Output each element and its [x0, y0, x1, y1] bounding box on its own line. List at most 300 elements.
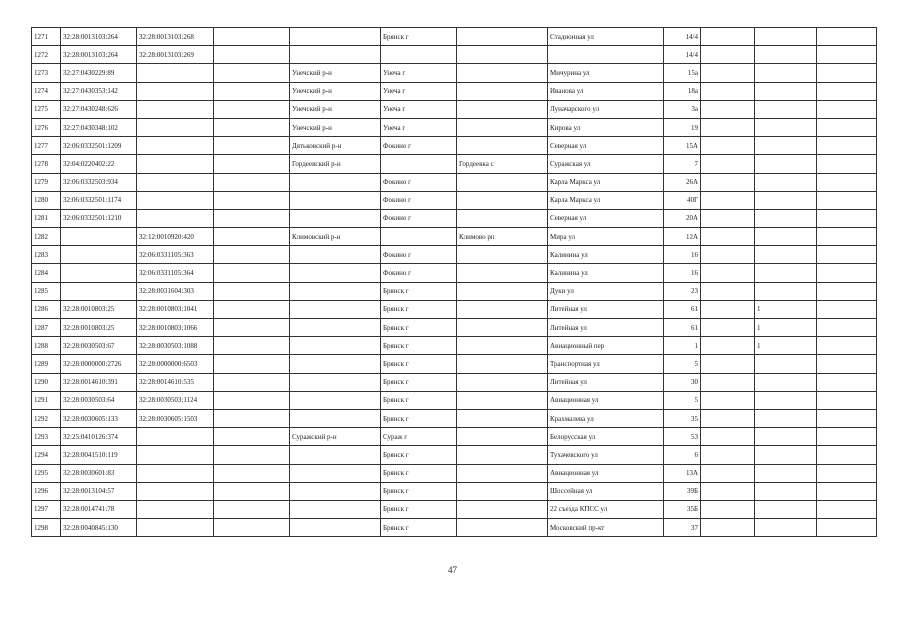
cell-district: Климовский р-н	[290, 228, 381, 246]
cell-blank1	[214, 137, 290, 155]
cell-col11	[755, 100, 817, 118]
table-row	[32, 264, 877, 282]
cell-settlement	[457, 46, 548, 64]
cell-street: Мичурина ул	[548, 64, 664, 82]
cell-col12	[817, 519, 877, 537]
cell-col12	[817, 446, 877, 464]
cell-house: 5	[664, 391, 701, 409]
cell-cad1: 32:28:0010803:25	[61, 300, 137, 318]
cell-n: 1282	[32, 228, 61, 246]
cell-col10	[701, 464, 755, 482]
cell-settlement	[457, 137, 548, 155]
cell-col11	[755, 391, 817, 409]
cell-cad1	[61, 228, 137, 246]
cell-blank1	[214, 464, 290, 482]
cell-cad2: 32:06:0331105:364	[137, 264, 214, 282]
cell-col11: 1	[755, 337, 817, 355]
cell-house: 37	[664, 519, 701, 537]
table-row	[32, 409, 877, 427]
cell-col11	[755, 409, 817, 427]
cell-col11	[755, 282, 817, 300]
cell-cad1: 32:06:0332501:1210	[61, 209, 137, 227]
cell-settlement	[457, 82, 548, 100]
table-row	[32, 28, 877, 46]
cell-blank1	[214, 82, 290, 100]
cell-cad2: 32:28:0030503:1124	[137, 391, 214, 409]
cell-settlement: Климово рп	[457, 228, 548, 246]
cell-col12	[817, 391, 877, 409]
table-row	[32, 246, 877, 264]
table-row	[32, 500, 877, 518]
cell-col12	[817, 209, 877, 227]
cell-city: Брянск г	[381, 28, 457, 46]
cell-house: 1	[664, 337, 701, 355]
cell-settlement: Гордеевка с	[457, 155, 548, 173]
cell-cad1: 32:25:0410126:374	[61, 428, 137, 446]
cell-house: 6	[664, 446, 701, 464]
cell-col10	[701, 209, 755, 227]
cell-col11	[755, 482, 817, 500]
cell-col12	[817, 173, 877, 191]
cell-house: 14/4	[664, 28, 701, 46]
cell-street: 22 съезда КПСС ул	[548, 500, 664, 518]
cell-street: Тухачевского ул	[548, 446, 664, 464]
cell-settlement	[457, 373, 548, 391]
cell-cad2: 32:28:0013103:268	[137, 28, 214, 46]
cell-street: Луначарского ул	[548, 100, 664, 118]
cell-col10	[701, 228, 755, 246]
cell-col11	[755, 137, 817, 155]
cell-district	[290, 355, 381, 373]
cell-cad2	[137, 482, 214, 500]
registry-table-body	[32, 28, 877, 537]
cell-settlement	[457, 446, 548, 464]
cell-street: Северная ул	[548, 209, 664, 227]
cell-col10	[701, 519, 755, 537]
cell-cad2	[137, 100, 214, 118]
cell-blank1	[214, 228, 290, 246]
cell-col11	[755, 464, 817, 482]
cell-col12	[817, 100, 877, 118]
cell-house: 40Г	[664, 191, 701, 209]
cell-house: 35	[664, 409, 701, 427]
table-row	[32, 191, 877, 209]
cell-street: Московский пр-кт	[548, 519, 664, 537]
cell-house: 23	[664, 282, 701, 300]
cell-col12	[817, 246, 877, 264]
cell-col10	[701, 373, 755, 391]
cell-house: 61	[664, 300, 701, 318]
cell-cad1: 32:27:0430353:142	[61, 82, 137, 100]
cell-col11	[755, 118, 817, 136]
cell-blank1	[214, 519, 290, 537]
cell-cad1: 32:06:0332501:1209	[61, 137, 137, 155]
cell-house: 7	[664, 155, 701, 173]
cell-blank1	[214, 409, 290, 427]
cell-col10	[701, 155, 755, 173]
cell-street: Литейная ул	[548, 319, 664, 337]
cell-col10	[701, 319, 755, 337]
cell-col11	[755, 428, 817, 446]
cell-house: 35Б	[664, 500, 701, 518]
cell-district: Унечский р-н	[290, 82, 381, 100]
table-row	[32, 300, 877, 318]
cell-street: Шоссейная ул	[548, 482, 664, 500]
cell-col12	[817, 464, 877, 482]
cell-city: Унеча г	[381, 100, 457, 118]
cell-street: Иванова ул	[548, 82, 664, 100]
cell-n: 1281	[32, 209, 61, 227]
cell-cad1: 32:28:0030503:64	[61, 391, 137, 409]
cell-cad2: 32:28:0000000:6503	[137, 355, 214, 373]
cell-col10	[701, 173, 755, 191]
cell-col10	[701, 46, 755, 64]
cell-city: Унеча г	[381, 64, 457, 82]
cell-cad2: 32:28:0031604:303	[137, 282, 214, 300]
cell-n: 1277	[32, 137, 61, 155]
cell-blank1	[214, 28, 290, 46]
cell-n: 1292	[32, 409, 61, 427]
cell-district: Унечский р-н	[290, 118, 381, 136]
table-row	[32, 118, 877, 136]
cell-col11	[755, 46, 817, 64]
cell-n: 1284	[32, 264, 61, 282]
cell-blank1	[214, 100, 290, 118]
cell-col12	[817, 264, 877, 282]
cell-district	[290, 409, 381, 427]
cell-city: Фокино г	[381, 264, 457, 282]
cell-col11	[755, 446, 817, 464]
cell-cad1: 32:28:0030601:83	[61, 464, 137, 482]
cell-cad1: 32:28:0014610:391	[61, 373, 137, 391]
cell-city	[381, 46, 457, 64]
table-row	[32, 155, 877, 173]
cell-settlement	[457, 300, 548, 318]
cell-col10	[701, 337, 755, 355]
table-row	[32, 428, 877, 446]
cell-district: Дятьковский р-н	[290, 137, 381, 155]
cell-cad1: 32:28:0030503:67	[61, 337, 137, 355]
cell-street: Литейная ул	[548, 300, 664, 318]
cell-cad2: 32:28:0010803:1041	[137, 300, 214, 318]
cell-district	[290, 46, 381, 64]
cell-col12	[817, 355, 877, 373]
cell-cad2	[137, 64, 214, 82]
registry-table	[31, 27, 877, 537]
cell-col12	[817, 337, 877, 355]
cell-settlement	[457, 391, 548, 409]
cell-house: 5	[664, 355, 701, 373]
cell-cad2: 32:28:0014610:535	[137, 373, 214, 391]
cell-city: Фокино г	[381, 137, 457, 155]
cell-col11	[755, 373, 817, 391]
cell-district	[290, 337, 381, 355]
cell-house: 19	[664, 118, 701, 136]
cell-city: Брянск г	[381, 464, 457, 482]
cell-cad2	[137, 155, 214, 173]
cell-city	[381, 228, 457, 246]
cell-blank1	[214, 191, 290, 209]
cell-blank1	[214, 373, 290, 391]
cell-cad2	[137, 464, 214, 482]
cell-street: Белорусская ул	[548, 428, 664, 446]
cell-cad1	[61, 246, 137, 264]
cell-cad2: 32:28:0030503:1088	[137, 337, 214, 355]
cell-street: Литейная ул	[548, 373, 664, 391]
cell-n: 1272	[32, 46, 61, 64]
cell-district	[290, 373, 381, 391]
cell-house: 12А	[664, 228, 701, 246]
cell-col11	[755, 228, 817, 246]
cell-n: 1274	[32, 82, 61, 100]
cell-district	[290, 28, 381, 46]
cell-n: 1298	[32, 519, 61, 537]
table-row	[32, 519, 877, 537]
cell-n: 1286	[32, 300, 61, 318]
cell-n: 1280	[32, 191, 61, 209]
table-row	[32, 391, 877, 409]
cell-col10	[701, 355, 755, 373]
cell-col10	[701, 118, 755, 136]
cell-col11	[755, 519, 817, 537]
cell-city: Унеча г	[381, 118, 457, 136]
cell-house: 16	[664, 246, 701, 264]
cell-settlement	[457, 409, 548, 427]
cell-city: Брянск г	[381, 337, 457, 355]
cell-cad1: 32:27:0430348:102	[61, 118, 137, 136]
cell-n: 1287	[32, 319, 61, 337]
cell-n: 1290	[32, 373, 61, 391]
cell-street: Суражская ул	[548, 155, 664, 173]
cell-street: Транспортная ул	[548, 355, 664, 373]
cell-settlement	[457, 64, 548, 82]
cell-col11	[755, 264, 817, 282]
cell-house: 39Б	[664, 482, 701, 500]
cell-settlement	[457, 428, 548, 446]
cell-district	[290, 391, 381, 409]
cell-blank1	[214, 337, 290, 355]
cell-city	[381, 155, 457, 173]
cell-district	[290, 300, 381, 318]
cell-cad1: 32:28:0013103:264	[61, 28, 137, 46]
cell-cad1	[61, 282, 137, 300]
cell-district	[290, 282, 381, 300]
cell-city: Брянск г	[381, 409, 457, 427]
cell-cad2	[137, 209, 214, 227]
cell-col12	[817, 300, 877, 318]
cell-cad1	[61, 264, 137, 282]
cell-blank1	[214, 209, 290, 227]
cell-city: Брянск г	[381, 373, 457, 391]
cell-col12	[817, 282, 877, 300]
cell-cad2	[137, 82, 214, 100]
cell-col12	[817, 500, 877, 518]
table-row	[32, 82, 877, 100]
cell-settlement	[457, 319, 548, 337]
cell-cad2: 32:28:0013103:269	[137, 46, 214, 64]
cell-district	[290, 264, 381, 282]
cell-city: Фокино г	[381, 246, 457, 264]
cell-col10	[701, 137, 755, 155]
cell-district	[290, 173, 381, 191]
cell-city: Фокино г	[381, 209, 457, 227]
cell-col11	[755, 155, 817, 173]
cell-blank1	[214, 300, 290, 318]
cell-cad2	[137, 500, 214, 518]
cell-city: Фокино г	[381, 173, 457, 191]
table-row	[32, 173, 877, 191]
cell-cad1: 32:28:0010803:25	[61, 319, 137, 337]
cell-n: 1293	[32, 428, 61, 446]
cell-cad1: 32:27:0430248:626	[61, 100, 137, 118]
cell-street: Северная ул	[548, 137, 664, 155]
cell-blank1	[214, 155, 290, 173]
cell-cad1: 32:28:0013104:57	[61, 482, 137, 500]
table-row	[32, 228, 877, 246]
cell-cad2	[137, 519, 214, 537]
table-row	[32, 355, 877, 373]
cell-district	[290, 464, 381, 482]
cell-col11	[755, 355, 817, 373]
cell-col12	[817, 118, 877, 136]
table-row	[32, 319, 877, 337]
cell-blank1	[214, 264, 290, 282]
cell-blank1	[214, 282, 290, 300]
cell-n: 1273	[32, 64, 61, 82]
cell-blank1	[214, 319, 290, 337]
cell-cad1: 32:06:0332501:1174	[61, 191, 137, 209]
cell-city: Унеча г	[381, 82, 457, 100]
cell-blank1	[214, 355, 290, 373]
cell-col10	[701, 500, 755, 518]
cell-street: Калинина ул	[548, 264, 664, 282]
cell-col12	[817, 64, 877, 82]
cell-col10	[701, 428, 755, 446]
cell-city: Сураж г	[381, 428, 457, 446]
table-row	[32, 100, 877, 118]
page-number: 47	[448, 565, 457, 575]
cell-settlement	[457, 264, 548, 282]
cell-street: Карла Маркса ул	[548, 173, 664, 191]
cell-col11	[755, 173, 817, 191]
cell-n: 1275	[32, 100, 61, 118]
table-row	[32, 137, 877, 155]
cell-cad2: 32:28:0010803:1066	[137, 319, 214, 337]
cell-col11	[755, 500, 817, 518]
cell-n: 1294	[32, 446, 61, 464]
cell-city: Брянск г	[381, 519, 457, 537]
cell-blank1	[214, 118, 290, 136]
cell-district: Унечский р-н	[290, 64, 381, 82]
cell-district: Гордеевский р-н	[290, 155, 381, 173]
cell-city: Брянск г	[381, 282, 457, 300]
cell-city: Брянск г	[381, 500, 457, 518]
cell-n: 1283	[32, 246, 61, 264]
cell-house: 3а	[664, 100, 701, 118]
cell-cad1: 32:28:0014741:78	[61, 500, 137, 518]
cell-n: 1279	[32, 173, 61, 191]
cell-house: 15А	[664, 137, 701, 155]
cell-col11	[755, 209, 817, 227]
cell-n: 1291	[32, 391, 61, 409]
cell-cad2	[137, 446, 214, 464]
cell-n: 1278	[32, 155, 61, 173]
cell-blank1	[214, 246, 290, 264]
cell-col11: 1	[755, 300, 817, 318]
cell-cad2	[137, 173, 214, 191]
cell-col12	[817, 373, 877, 391]
cell-settlement	[457, 464, 548, 482]
cell-col10	[701, 191, 755, 209]
cell-col11	[755, 28, 817, 46]
cell-city: Брянск г	[381, 446, 457, 464]
cell-settlement	[457, 500, 548, 518]
cell-cad1: 32:28:0040845:130	[61, 519, 137, 537]
cell-cad1: 32:28:0030605:133	[61, 409, 137, 427]
cell-col10	[701, 64, 755, 82]
cell-street: Мира ул	[548, 228, 664, 246]
cell-district	[290, 482, 381, 500]
cell-street: Калинина ул	[548, 246, 664, 264]
cell-col10	[701, 282, 755, 300]
cell-col12	[817, 155, 877, 173]
cell-street: Авиационный пер	[548, 337, 664, 355]
cell-col12	[817, 82, 877, 100]
cell-blank1	[214, 446, 290, 464]
cell-house: 15а	[664, 64, 701, 82]
cell-house: 18а	[664, 82, 701, 100]
cell-n: 1271	[32, 28, 61, 46]
cell-col10	[701, 482, 755, 500]
cell-col12	[817, 28, 877, 46]
cell-col12	[817, 409, 877, 427]
cell-cad1: 32:27:0430229:89	[61, 64, 137, 82]
cell-district: Суражский р-н	[290, 428, 381, 446]
cell-district	[290, 209, 381, 227]
cell-cad1: 32:28:0000000:2726	[61, 355, 137, 373]
cell-settlement	[457, 246, 548, 264]
cell-house: 53	[664, 428, 701, 446]
cell-street: Крахмалева ул	[548, 409, 664, 427]
cell-col11	[755, 82, 817, 100]
cell-col10	[701, 446, 755, 464]
cell-cad2: 32:12:0010920:420	[137, 228, 214, 246]
cell-district	[290, 191, 381, 209]
cell-district	[290, 246, 381, 264]
cell-house: 20А	[664, 209, 701, 227]
cell-blank1	[214, 46, 290, 64]
cell-cad2: 32:28:0030605:1503	[137, 409, 214, 427]
cell-street: Карла Маркса ул	[548, 191, 664, 209]
cell-street: Авиационная ул	[548, 391, 664, 409]
cell-settlement	[457, 482, 548, 500]
cell-settlement	[457, 173, 548, 191]
cell-street: Кирова ул	[548, 118, 664, 136]
cell-col12	[817, 191, 877, 209]
cell-col12	[817, 428, 877, 446]
cell-settlement	[457, 355, 548, 373]
cell-col11: 1	[755, 319, 817, 337]
cell-col10	[701, 409, 755, 427]
cell-col11	[755, 64, 817, 82]
cell-blank1	[214, 173, 290, 191]
cell-col12	[817, 319, 877, 337]
cell-house: 30	[664, 373, 701, 391]
cell-blank1	[214, 64, 290, 82]
cell-col12	[817, 482, 877, 500]
cell-col12	[817, 137, 877, 155]
table-row	[32, 464, 877, 482]
